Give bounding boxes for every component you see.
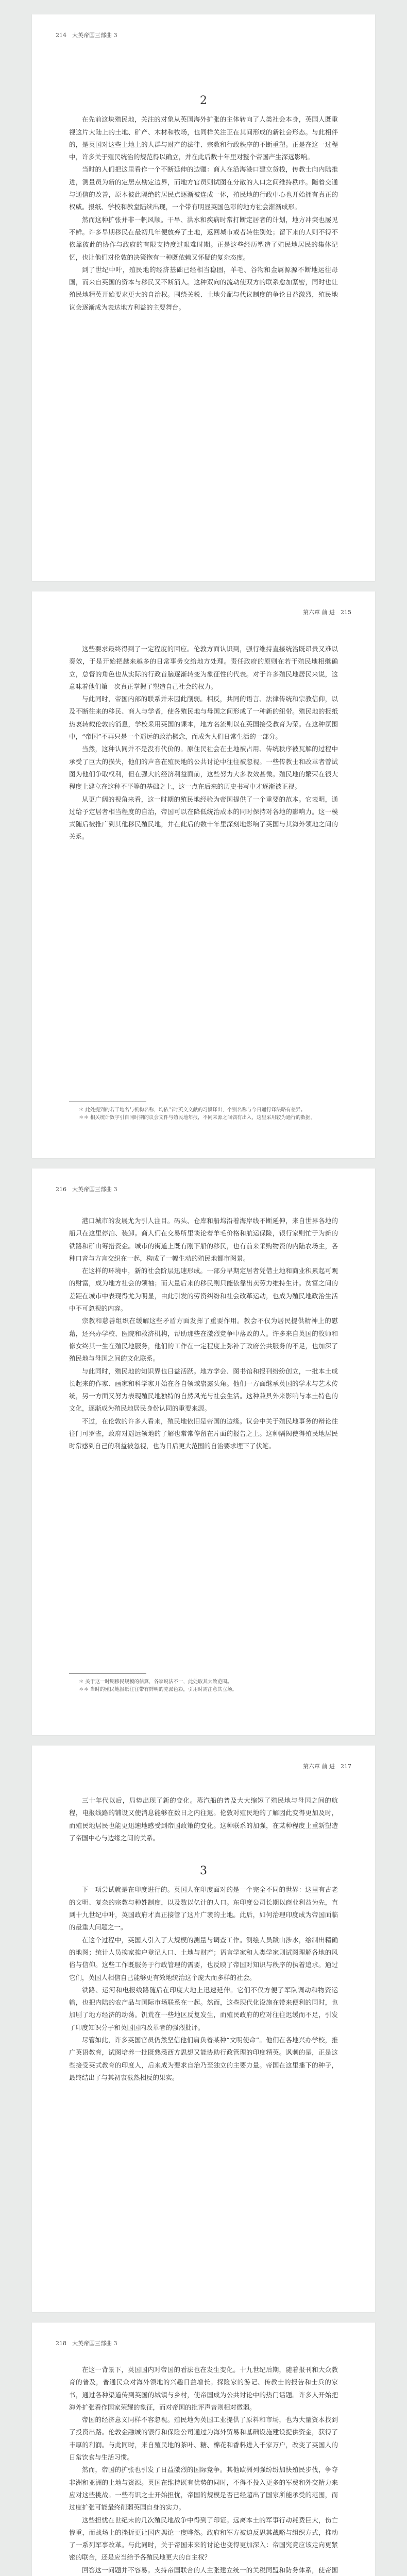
book-page-215 (32, 591, 375, 1158)
footnote: ＊ 此处提到的若干地名与机构名称，均依当时英文文献的习惯译出，个别名称与今日通行译法略有差异。 (79, 1107, 306, 1113)
running-header: 第六章 前 进 215 (303, 609, 351, 616)
paragraph: 与此同时，帝国内部的联系并未因此削弱。相反，共同的语言、法律传统和宗教信仰，以及不断往来的移民、商人与学者，使各殖民地与母国之间形成了一种新的纽带。殖民地的报纸热衷转载伦敦的消息，学校采用英国的课本，地方名流则以在英国接受教育为荣。在这种氛围中，“帝国”不再只是一个遥远的政治概念，而成为人们日常生活的一部分。 (69, 695, 338, 741)
paragraph: 当时的人们把这里看作一个不断延伸的边疆：商人在沿海港口建立货栈，传教士向内陆推进，测量员为新的定居点勘定边界，而地方官员则试图在分散的人口之间维持秩序。随着交通与通信的改善，原本彼此隔绝的居民点逐渐被连成一体，殖民地的行政中心也开始拥有真正的权威。报纸、学校和教堂陆续出现，一个带有明显英国色彩的地方社会渐渐成形。 (69, 165, 338, 211)
paragraph: 铁路、运河和电报线路随后在印度大地上迅速延伸。它们不仅方便了军队调动和物资运输，也把内陆的农产品与国际市场联系在一起。然而，这些现代化设施在带来便利的同时，也加剧了地方经济的动荡。饥荒在一些地区反复发生，而殖民政府的应对往往迟缓而不足，引发了印度知识分子和英国国内改革者的强烈批评。 (69, 1986, 338, 2031)
paragraph: 回答这一问题并不容易。支持帝国联合的人主张建立统一的关税同盟和防务体系，使帝国 (82, 2566, 338, 2574)
book-page-216 (32, 1168, 375, 1735)
paragraph: 然而这种扩张并非一帆风顺。干旱、洪水和疾病时常打断定居者的计划，地方冲突也屡见不鲜。许多早期移民在最初几年便放弃了土地，返回城市或者转往别处；留下来的人则不得不依靠彼此的协作与政府的有限支持度过艰难时期。正是这些经历塑造了殖民地居民的集体记忆，也让他们对伦敦的决策抱有一种既依赖又怀疑的复杂态度。 (69, 215, 338, 261)
paragraph: 在这个过程中，英国人引入了大规模的测量与调查工作。测绘人员跋山涉水，绘制出精确的地图；统计人员挨家挨户登记人口、土地与财产；语言学家和人类学家则试图理解各地的风俗与信仰。这些工作既服务于行政管理的需要，也反映了帝国对知识与秩序的执着追求。通过它们，英国人相信自己能够更有效地统治这个庞大而多样的社会。 (69, 1936, 338, 1981)
running-header: 第六章 前 进 217 (303, 1763, 351, 1770)
paragraph: 港口城市的发展尤为引人注目。码头、仓库和船坞沿着海岸线不断延伸，来自世界各地的船只在这里停泊、装卸。商人们在交易所里谈论着羊毛价格和航运保险，银行家则忙于为新的铁路和矿山筹措资金。城市的街道上既有刚下船的移民，也有前来采购物资的内陆农场主，各种口音与方言交织在一起，构成了一幅生动的殖民地都市图景。 (69, 1217, 338, 1262)
paragraph: 从更广阔的视角来看，这一时期的殖民地经验为帝国提供了一个重要的范本。它表明，通过给予定居者相当程度的自治，帝国可以在降低统治成本的同时保持对各地的影响力。这一模式随后被推广到其他移民殖民地，并在此后的数十年里深刻地影响了英国与其海外领地之间的关系。 (69, 795, 338, 841)
page-body (69, 643, 338, 843)
paragraph: 当然，这种认同并不是没有代价的。原住民社会在土地被占用、传统秩序被瓦解的过程中承受了巨大的损失，他们的声音在殖民地的公共讨论中往往被忽视。一些传教士和改革者曾试图为他们争取权利，但在强大的经济利益面前，这些努力大多收效甚微。殖民地的繁荣在很大程度上建立在这种不平等的基础之上，这一点在后来的历史书写中才逐渐被正视。 (69, 745, 338, 791)
paragraph: 在先前这块殖民地，关注的对象从英国海外扩张的主体转向了人类社会本身，英国人既重视这片大陆上的土地、矿产、木材和牧场，也同样关注正在其间形成的新社会形态。与此相伴的，是英国对这些土地上的人群与财产的法律、宗教和行政秩序的不断重塑。正是在这一过程中，许多关于殖民统治的规范得以确立，并在此后数十年里对整个帝国产生深远影响。 (69, 115, 338, 161)
book-page-217 (32, 1745, 375, 2312)
section-number: 3 (200, 1865, 207, 1878)
book-page-218 (32, 2323, 375, 2576)
footnote-rule (69, 1673, 146, 1674)
running-header: 214 大英帝国三部曲 3 (56, 32, 117, 39)
footnote: ＊＊ 相关统计数字引自同时期的议会文件与殖民地年报，不同来源之间偶有出入，这里采用较为通行的数据。 (79, 1115, 316, 1121)
page-body (69, 92, 338, 314)
footnote: ＊＊ 当时的殖民地报纸往往带有鲜明的党派色彩，引用时需注意其立场。 (79, 1687, 238, 1692)
paragraph: 在这样的环境中，新的社会阶层迅速形成。一部分早期定居者凭借土地和商业积累起可观的财富，成为地方社会的领袖；而大量后来的移民则只能依靠出卖劳力维持生计。贫富之间的差距在城市中表现得尤为明显，由此引发的劳资纠纷和社会改革运动，也成为殖民地政治生活中不可忽视的内容。 (69, 1267, 338, 1313)
page-body (69, 2364, 338, 2576)
paragraph: 宗教和慈善组织在缓解这些矛盾方面发挥了重要作用。教会不仅为居民提供精神上的慰藉，还兴办学校、医院和救济机构，帮助那些在激烈竞争中落败的人。许多来自英国的牧师和修女终其一生在殖民地服务，他们的工作在一定程度上弥补了政府公共服务的不足，也加深了殖民地与母国之间的文化联系。 (69, 1317, 338, 1363)
paragraph: 然而，帝国的扩张也引发了日益激烈的国际竞争。其他欧洲列强纷纷加快殖民步伐，争夺非洲和亚洲的土地与资源。英国在维持既有优势的同时，不得不投入更多的军费和外交精力来应对这些挑战。一些有识之士开始担忧，帝国的规模是否已经超出了国家所能承受的范围，而过度扩张可能最终削弱英国自身的实力。 (69, 2466, 338, 2512)
section-number: 2 (200, 94, 207, 107)
page-body (69, 1794, 338, 2084)
book-page-214 (32, 14, 375, 581)
paragraph: 尽管如此，许多英国官员仍然坚信他们肩负着某种“文明使命”。他们在各地兴办学校，推广英语教育，试图培养一批既熟悉西方思想又能协助行政管理的印度精英。讽刺的是，正是这些接受英式教育的印度人，后来成为要求自治乃至独立的主要力量。帝国在这里播下的种子，最终结出了与其初衷截然相反的果实。 (69, 2036, 338, 2081)
paragraph: 与此同时，殖民地的知识界也日益活跃。地方学会、图书馆和报刊纷纷创立，一批本土成长起来的作家、画家和科学家开始在各自领域崭露头角。他们一方面继承英国的学术与艺术传统，另一方面又努力表现殖民地独特的自然风光与社会生活。这种兼具外来影响与本土特色的文化，逐渐成为殖民地居民身份认同的重要来源。 (69, 1367, 338, 1413)
paragraph: 不过，在伦敦的许多人看来，殖民地依旧是帝国的边缘。议会中关于殖民地事务的辩论往往门可罗雀，政府对遥远领地的了解也常常停留在片面的报告之上。这种隔阂使得殖民地居民时常感到自己的利益被忽视，也为日后更大范围的自治要求埋下了伏笔。 (69, 1417, 338, 1450)
paragraph: 到了世纪中叶，殖民地的经济基础已经相当稳固，羊毛、谷物和金属源源不断地运往母国，而来自英国的资本与移民又不断涌入。这种双向的流动使双方的联系愈加紧密，同时也让殖民地精英开始要求更大的自治权。围绕关税、土地分配与代议制度的争论日益激烈，殖民地议会逐渐成为表达地方利益的主要舞台。 (69, 265, 338, 311)
paragraph: 三十年代以后，局势出现了新的变化。蒸汽船的普及大大缩短了殖民地与母国之间的航程，电报线路的铺设又使消息能够在数日之内往返。伦敦对殖民地的了解因此变得更加及时，而殖民地居民也能更迅速地感受到帝国政策的变化。这种联系的加强，在某种程度上重新塑造了帝国中心与边缘之间的关系。 (69, 1797, 338, 1842)
footnote-rule (69, 1101, 146, 1102)
footnote: ＊ 关于这一时期移民规模的估算，各家说法不一，此处取其大致范围。 (79, 1679, 232, 1685)
paragraph: 下一项尝试就是在印度进行的。英国人在印度面对的是一个完全不同的世界：这里有古老的文明、复杂的宗教与种姓制度，以及数以亿计的人口。东印度公司长期以商业利益为先，直到十九世纪中叶，英国政府才真正接管了这片广袤的土地。此后，如何治理印度成为帝国面临的最重大问题之一。 (69, 1886, 338, 1931)
footnotes (69, 1101, 338, 1122)
footnotes (69, 1673, 338, 1693)
running-header: 216 大英帝国三部曲 3 (56, 1186, 117, 1193)
paragraph: 这些要求最终得到了一定程度的回应。伦敦方面认识到，强行维持直接统治既昂贵又难以奏效，于是开始把越来越多的日常事务交给地方处理。责任政府的原则在若干殖民地相继确立，总督的角色也从实际的行政首脑逐渐转变为象征性的代表。对于许多殖民地居民来说，这意味着他们第一次真正掌握了塑造自己社会的权力。 (69, 645, 338, 690)
paragraph: 这些担忧在世纪末的几次殖民地战争中得到了印证。远离本土的军事行动耗费巨大，伤亡惨重，而战场上的挫折更让国内舆论一度哗然。政府和军方被迫反思其战略与组织方式，推动了一系列军事改革。与此同时，关于帝国未来的讨论也变得更加深入：帝国究竟应该走向更紧密的联合，还是应当给予各殖民地更大的自主权？ (69, 2516, 338, 2562)
paragraph: 在这一背景下，英国国内对帝国的看法也在发生变化。十九世纪后期，随着报刊和大众教育的普及，普通民众对海外领地的兴趣日益增长。探险家的游记、传教士的报告和士兵的家书，通过各种渠道传到英国的城镇与乡村，使帝国成为公共讨论中的热门话题。许多人开始把海外扩张看作国家荣耀的象征，而对帝国的批评声音则相对微弱。 (69, 2366, 338, 2411)
paragraph: 帝国的经济意义同样不容忽视。殖民地为英国工业提供了原料和市场，也为大量资本找到了投资出路。伦敦金融城的银行和保险公司通过为海外贸易和基础设施建设提供资金，获得了丰厚的利润。与此同时，来自殖民地的茶叶、糖、棉花和香料进入千家万户，改变了英国人的日常饮食与生活习惯。 (69, 2416, 338, 2462)
running-header: 218 大英帝国三部曲 3 (56, 2340, 117, 2347)
page-body (69, 1215, 338, 1453)
